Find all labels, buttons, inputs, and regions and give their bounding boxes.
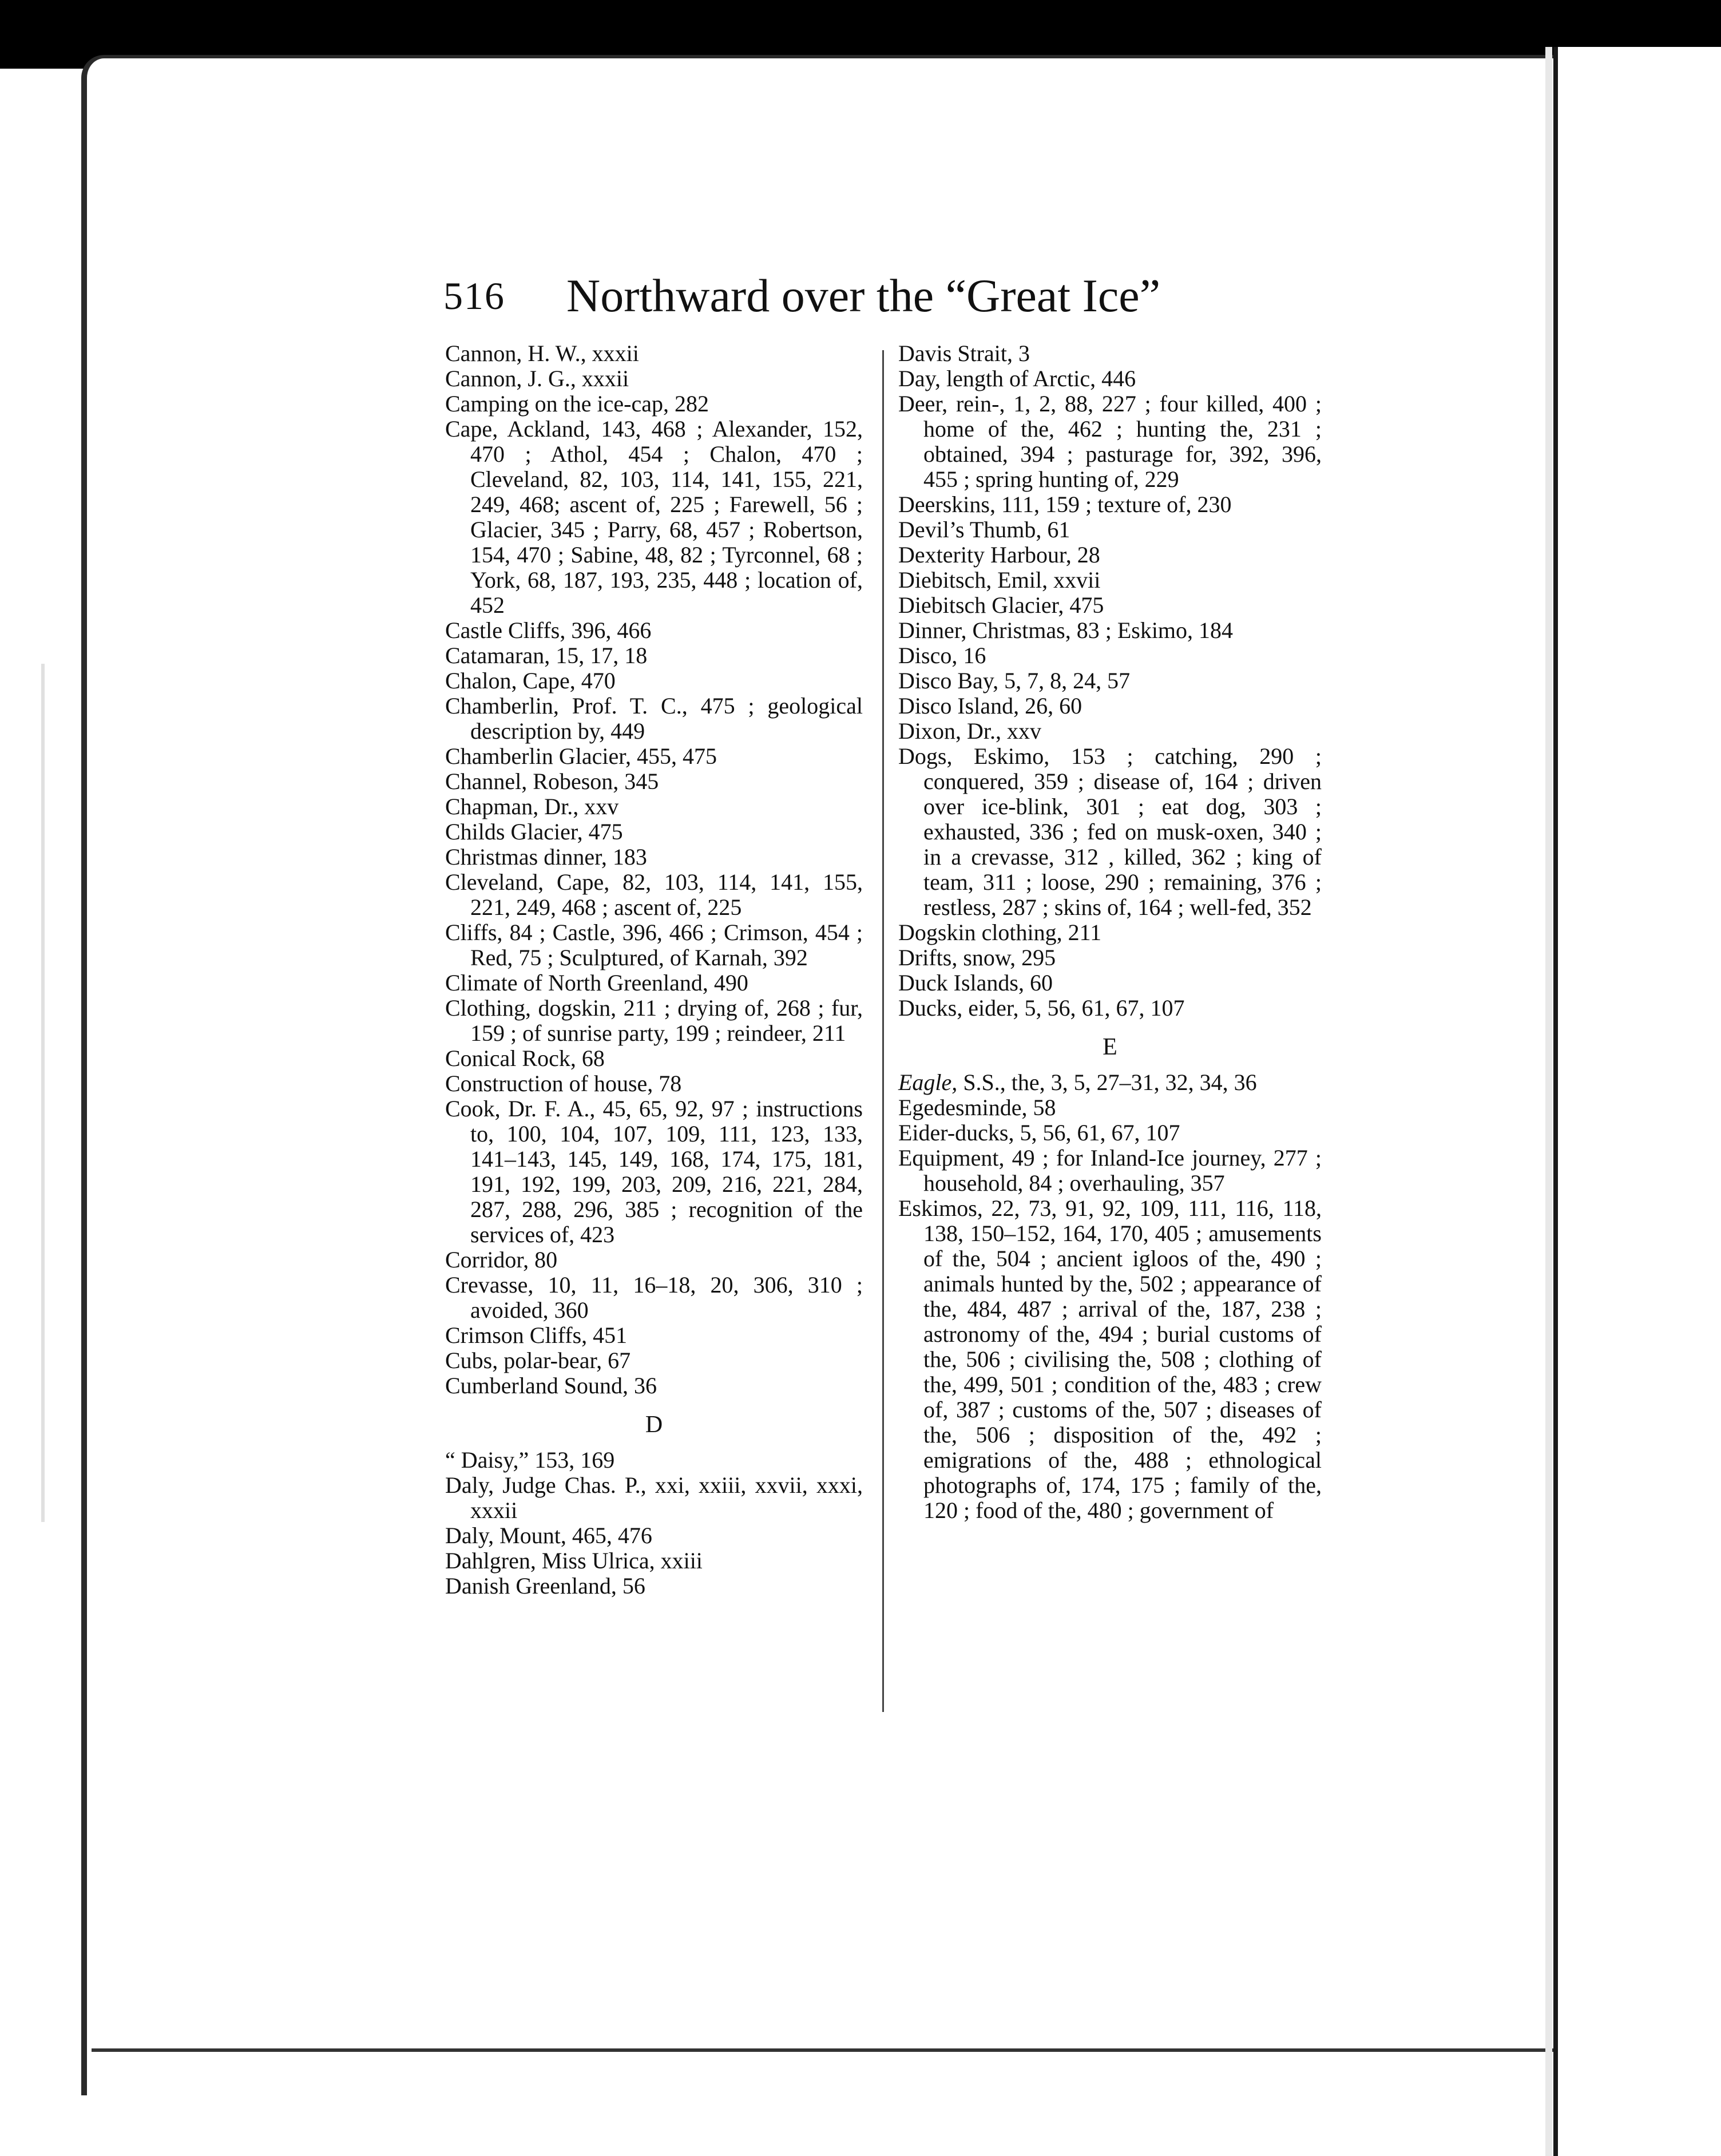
- index-entry: Disco Bay, 5, 7, 8, 24, 57: [898, 668, 1131, 693]
- index-entry-text: Eider-ducks, 5, 56, 61, 67, 107: [898, 1120, 1180, 1146]
- index-entries-d-continued: [898, 341, 1322, 1021]
- index-entry: Christmas dinner, 183: [445, 844, 647, 870]
- index-entry: Davis Strait, 3: [898, 340, 1030, 366]
- index-entry: Ducks, eider, 5, 56, 61, 67, 107: [898, 995, 1185, 1021]
- page-number: 516: [443, 274, 505, 318]
- index-entry: Corridor, 80: [445, 1247, 558, 1273]
- index-entry: [898, 1146, 1322, 1196]
- index-entry: Duck Islands, 60: [898, 970, 1053, 996]
- section-letter-d: D: [645, 1412, 663, 1438]
- index-entry-text: Eskimos, 22, 73, 91, 92, 109, 111, 116, 118, 138, 150–152, 164, 170, 405 ; amusements of the, 504 ; ancient igloos of the, 490 ; animals hunted by the, 502 ; appearance of the, 484, 487 ; arrival of the, 187, 238 ; astronomy of the, 494 ; burial customs of the, 506 ; civilising the, 508 ; clothing of the, 499, 501 ; condition of the, 483 ; crew of, 387 ; customs of the, 507 ; diseases of the, 506 ; disposition of the, 492 ; emigrations of the, 488 ; ethnological photographs of, 174, 175 ; family of the, 120 ; food of the, 480 ; government of: [898, 1195, 1322, 1523]
- index-column-left: [445, 341, 863, 1599]
- index-entry: Dinner, Christmas, 83 ; Eskimo, 184: [898, 617, 1234, 643]
- section-letter-e: E: [1103, 1034, 1117, 1060]
- index-entry: Chalon, Cape, 470: [445, 668, 616, 693]
- index-entries-e: [898, 1070, 1322, 1523]
- index-entry: Camping on the ice-cap, 282: [445, 391, 709, 417]
- index-entry: Diebitsch Glacier, 475: [898, 592, 1104, 618]
- index-entry-text: Equipment, 49 ; for Inland-Ice journey, 277 ; household, 84 ; overhauling, 357: [898, 1145, 1322, 1196]
- index-entry: Childs Glacier, 475: [445, 819, 623, 845]
- index-entry: Cape, Ackland, 143, 468 ; Alexander, 152, 470 ; Athol, 454 ; Chalon, 470 ; Cleveland, 82, 103, 114, 141, 155, 221, 249, 468; ascent of, 225 ; Farewell, 56 ; Glacier, 345 ; Parry, 68, 457 ; Robertson, 154, 470 ; Sabine, 48, 82 ; Tyrconnel, 68 ; York, 68, 187, 193, 235, 448 ; location of, 452: [445, 416, 863, 618]
- index-entry: Chamberlin Glacier, 455, 475: [445, 743, 717, 769]
- index-entry: Drifts, snow, 295: [898, 945, 1056, 970]
- index-entry: Deer, rein-, 1, 2, 88, 227 ; four killed, 400 ; home of the, 462 ; hunting the, 231 ; obtained, 394 ; pasturage for, 392, 396, 455 ; spring hunting of, 229: [898, 391, 1322, 492]
- running-title: Northward over the “Great Ice”: [566, 270, 1161, 322]
- index-entry-italic-term: Eagle,: [898, 1069, 958, 1095]
- index-entry: Cumberland Sound, 36: [445, 1373, 657, 1398]
- index-entry: [898, 1196, 1322, 1523]
- index-entry: Catamaran, 15, 17, 18: [445, 643, 648, 668]
- index-entry-text: Egedesminde, 58: [898, 1095, 1056, 1120]
- index-entry: Chapman, Dr., xxv: [445, 794, 619, 819]
- index-entry: Cliffs, 84 ; Castle, 396, 466 ; Crimson, 454 ; Red, 75 ; Sculptured, of Karnah, 392: [445, 920, 863, 970]
- index-entry: Climate of North Greenland, 490: [445, 970, 748, 996]
- index-entries-c: [445, 341, 863, 1398]
- index-entry: Crevasse, 10, 11, 16–18, 20, 306, 310 ; avoided, 360: [445, 1272, 863, 1323]
- index-entry-text: S.S., the, 3, 5, 27–31, 32, 34, 36: [957, 1069, 1257, 1095]
- index-entry: Chamberlin, Prof. T. C., 475 ; geological description by, 449: [445, 693, 863, 744]
- index-entry: Cannon, J. G., xxxii: [445, 366, 629, 391]
- index-entry: Dixon, Dr., xxv: [898, 718, 1041, 744]
- index-entry: Cannon, H. W., xxxii: [445, 340, 639, 366]
- page-bottom-edge: [92, 2048, 1568, 2052]
- index-entry: Day, length of Arctic, 446: [898, 366, 1136, 391]
- index-entry: Clothing, dogskin, 211 ; drying of, 268 ; fur, 159 ; of sunrise party, 199 ; reindeer, 211: [445, 995, 863, 1046]
- index-entries-d: [445, 1448, 863, 1599]
- index-entry: Dogs, Eskimo, 153 ; catching, 290 ; conquered, 359 ; disease of, 164 ; driven over ice-blink, 301 ; eat dog, 303 ; exhausted, 336 ; fed on musk-oxen, 340 ; in a crevasse, 312 , killed, 362 ; king of team, 311 ; loose, 290 ; remaining, 376 ; restless, 287 ; skins of, 164 ; well-fed, 352: [898, 743, 1322, 920]
- index-entry: Cubs, polar-bear, 67: [445, 1348, 631, 1373]
- index-entry: Conical Rock, 68: [445, 1045, 605, 1071]
- index-entry: [898, 1070, 1322, 1095]
- index-entry: Channel, Robeson, 345: [445, 768, 659, 794]
- index-entry: [898, 1095, 1322, 1120]
- index-column-right: [898, 341, 1322, 1523]
- index-entry: Cleveland, Cape, 82, 103, 114, 141, 155, 221, 249, 468 ; ascent of, 225: [445, 869, 863, 920]
- index-entry: Daly, Mount, 465, 476: [445, 1523, 652, 1548]
- index-entry: Disco, 16: [898, 643, 986, 668]
- index-entry: Dogskin clothing, 211: [898, 920, 1102, 945]
- index-entry: Disco Island, 26, 60: [898, 693, 1082, 719]
- index-entry: Crimson Cliffs, 451: [445, 1322, 628, 1348]
- index-entry: [898, 1120, 1322, 1146]
- index-entry: Dexterity Harbour, 28: [898, 542, 1100, 568]
- index-entry: Danish Greenland, 56: [445, 1573, 645, 1599]
- column-divider: [882, 350, 884, 1712]
- index-entry: Deerskins, 111, 159 ; texture of, 230: [898, 492, 1232, 517]
- page-header: [443, 269, 1201, 332]
- index-entry: Construction of house, 78: [445, 1071, 682, 1096]
- index-entry: Castle Cliffs, 396, 466: [445, 617, 652, 643]
- index-entry: Daly, Judge Chas. P., xxi, xxiii, xxvii, xxxi, xxxii: [445, 1472, 863, 1523]
- index-entry: Dahlgren, Miss Ulrica, xxiii: [445, 1548, 703, 1574]
- index-entry: “ Daisy,” 153, 169: [445, 1447, 615, 1473]
- index-entry: Diebitsch, Emil, xxvii: [898, 567, 1101, 593]
- page-binding-shadow: [41, 664, 45, 1522]
- facing-page-edge: [1553, 47, 1721, 2156]
- index-entry: Cook, Dr. F. A., 45, 65, 92, 97 ; instructions to, 100, 104, 107, 109, 111, 123, 133, 141–143, 145, 149, 168, 174, 175, 181, 191, 192, 199, 203, 209, 216, 221, 284, 287, 288, 296, 385 ; recognition of the services of, 423: [445, 1096, 863, 1247]
- index-entry: Devil’s Thumb, 61: [898, 517, 1070, 542]
